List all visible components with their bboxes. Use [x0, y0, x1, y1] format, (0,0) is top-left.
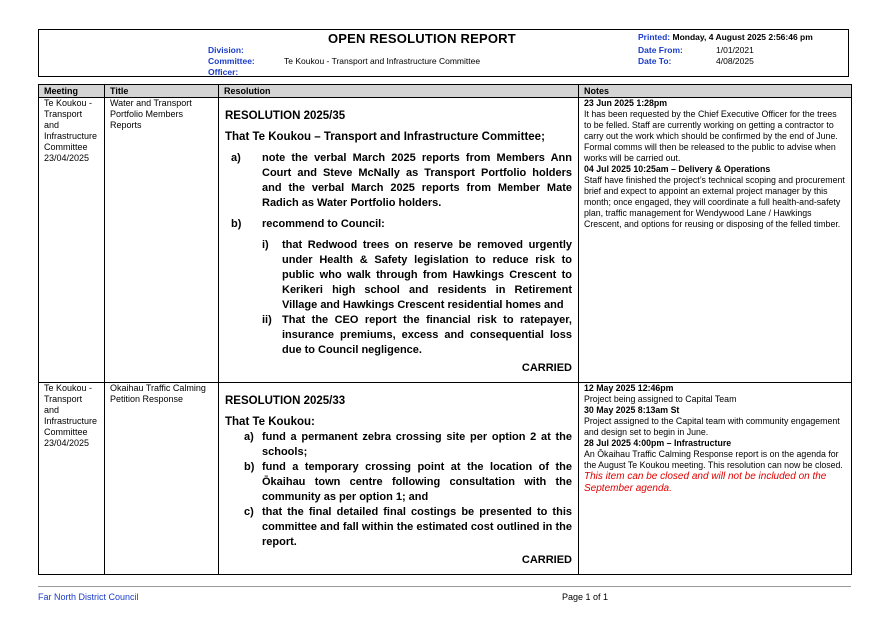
footer-page-number: Page 1 of 1	[562, 592, 609, 602]
resolution-subitem	[225, 313, 572, 358]
date-to-label: Date To:	[638, 56, 672, 66]
note-heading: 28 Jul 2025 4:00pm – Infrastructure	[584, 438, 732, 448]
item-text: that the final detailed final costings be presented to this committee and fall within the estimated cost outlined in the report.	[262, 506, 572, 548]
carried-status: CARRIED	[521, 554, 572, 566]
resolution-item	[225, 460, 572, 505]
report-title: OPEN RESOLUTION REPORT	[328, 31, 516, 46]
resolution-table	[38, 84, 852, 575]
resolution-item	[225, 430, 572, 460]
resolution-item	[225, 217, 572, 232]
item-text: note the verbal March 2025 reports from Members Ann Court and Steve McNally as Transport Portfolio holders and the verbal March 2025 reports from Member Mate Radich as Water Portfolio holders.	[262, 152, 572, 209]
resolution-number: RESOLUTION 2025/35	[225, 110, 346, 122]
subitem-marker: i)	[262, 239, 269, 251]
item-marker: c)	[244, 506, 254, 518]
notes-cell	[579, 383, 852, 575]
footer-organisation: Far North District Council	[38, 592, 139, 602]
subitem-marker: ii)	[262, 314, 272, 326]
officer-label: Officer:	[208, 67, 239, 77]
closure-note: This item can be closed and will not be included on the September agenda.	[584, 471, 827, 494]
resolution-item	[225, 505, 572, 550]
meeting-cell: Te Koukou - Transport and Infrastructure Committee 23/04/2025	[39, 98, 105, 383]
note-body: Project being assigned to Capital Team	[584, 394, 737, 404]
subitem-text: that Redwood trees on reserve be removed urgently under Health & Safety legislation to reduce risk to public who walk through from Hawkings Crescent to Kerikeri high school and residents in Retirement Village and Hawkings Crescent residential homes and	[282, 239, 572, 311]
note-heading: 23 Jun 2025 1:28pm	[584, 98, 668, 108]
item-marker: a)	[231, 152, 241, 164]
printed-value: Monday, 4 August 2025 2:56:46 pm	[672, 32, 813, 42]
date-from-label: Date From:	[638, 45, 683, 55]
item-text: recommend to Council:	[262, 218, 385, 230]
committee-value: Te Koukou - Transport and Infrastructure Committee	[284, 56, 481, 66]
note-body: Project assigned to the Capital team with community engagement and design set to begin in June.	[584, 416, 840, 437]
date-from-value: 1/01/2021	[716, 45, 754, 55]
carried-status: CARRIED	[521, 362, 572, 374]
table-header-row	[39, 85, 852, 98]
resolution-subitem	[225, 238, 572, 313]
note-body: Staff have finished the project’s technical scoping and procurement brief and expect to appoint an external project manager by this month; once engaged, they will coordinate a full health-and-safety plan, traffic management for Wendywood Lane / Hawkings Crescent, and options for reusing or disposing of the felled timber.	[584, 175, 845, 229]
table-row	[39, 98, 852, 383]
column-header-resolution: Resolution	[219, 85, 579, 98]
table-row	[39, 383, 852, 575]
item-marker: a)	[244, 431, 254, 443]
date-to-value: 4/08/2025	[716, 56, 754, 66]
item-text: fund a permanent zebra crossing site per option 2 at the schools;	[262, 431, 572, 458]
resolution-cell	[219, 383, 579, 575]
note-heading: 12 May 2025 12:46pm	[584, 383, 674, 393]
note-body: An Ōkaihau Traffic Calming Response report is on the agenda for the August Te Koukou meeting. This resolution can now be closed.	[584, 449, 843, 470]
footer-divider	[38, 586, 851, 587]
note-heading: 30 May 2025 8:13am St	[584, 405, 680, 415]
resolution-item	[225, 151, 572, 211]
committee-label: Committee:	[208, 56, 255, 66]
printed-timestamp	[638, 32, 813, 42]
column-header-title: Title	[105, 85, 219, 98]
division-label: Division:	[208, 45, 244, 55]
resolution-cell	[219, 98, 579, 383]
resolution-intro: That Te Koukou – Transport and Infrastructure Committee;	[225, 131, 545, 143]
column-header-notes: Notes	[579, 85, 852, 98]
title-cell: Okaihau Traffic Calming Petition Response	[105, 383, 219, 575]
meeting-cell: Te Koukou - Transport and Infrastructure Committee 23/04/2025	[39, 383, 105, 575]
item-marker: b)	[244, 461, 255, 473]
note-heading: 04 Jul 2025 10:25am – Delivery & Operations	[584, 164, 771, 174]
notes-cell	[579, 98, 852, 383]
column-header-meeting: Meeting	[39, 85, 105, 98]
title-cell: Water and Transport Portfolio Members Reports	[105, 98, 219, 383]
note-body: It has been requested by the Chief Executive Officer for the trees to be felled. Staff are currently working on getting a contractor to carry out the work which should be confirmed by the end of June. Formal comms will then be released to the public to advise when works will be carried out.	[584, 109, 838, 163]
printed-label: Printed:	[638, 32, 671, 42]
item-text: fund a temporary crossing point at the location of the Ōkaihau town centre following consultation with the community as per option 1; and	[262, 461, 572, 503]
subitem-text: That the CEO report the financial risk to ratepayer, insurance premiums, excess and consequential loss due to Council negligence.	[282, 314, 572, 356]
resolution-intro: That Te Koukou:	[225, 416, 315, 428]
item-marker: b)	[231, 218, 242, 230]
resolution-number: RESOLUTION 2025/33	[225, 395, 346, 407]
